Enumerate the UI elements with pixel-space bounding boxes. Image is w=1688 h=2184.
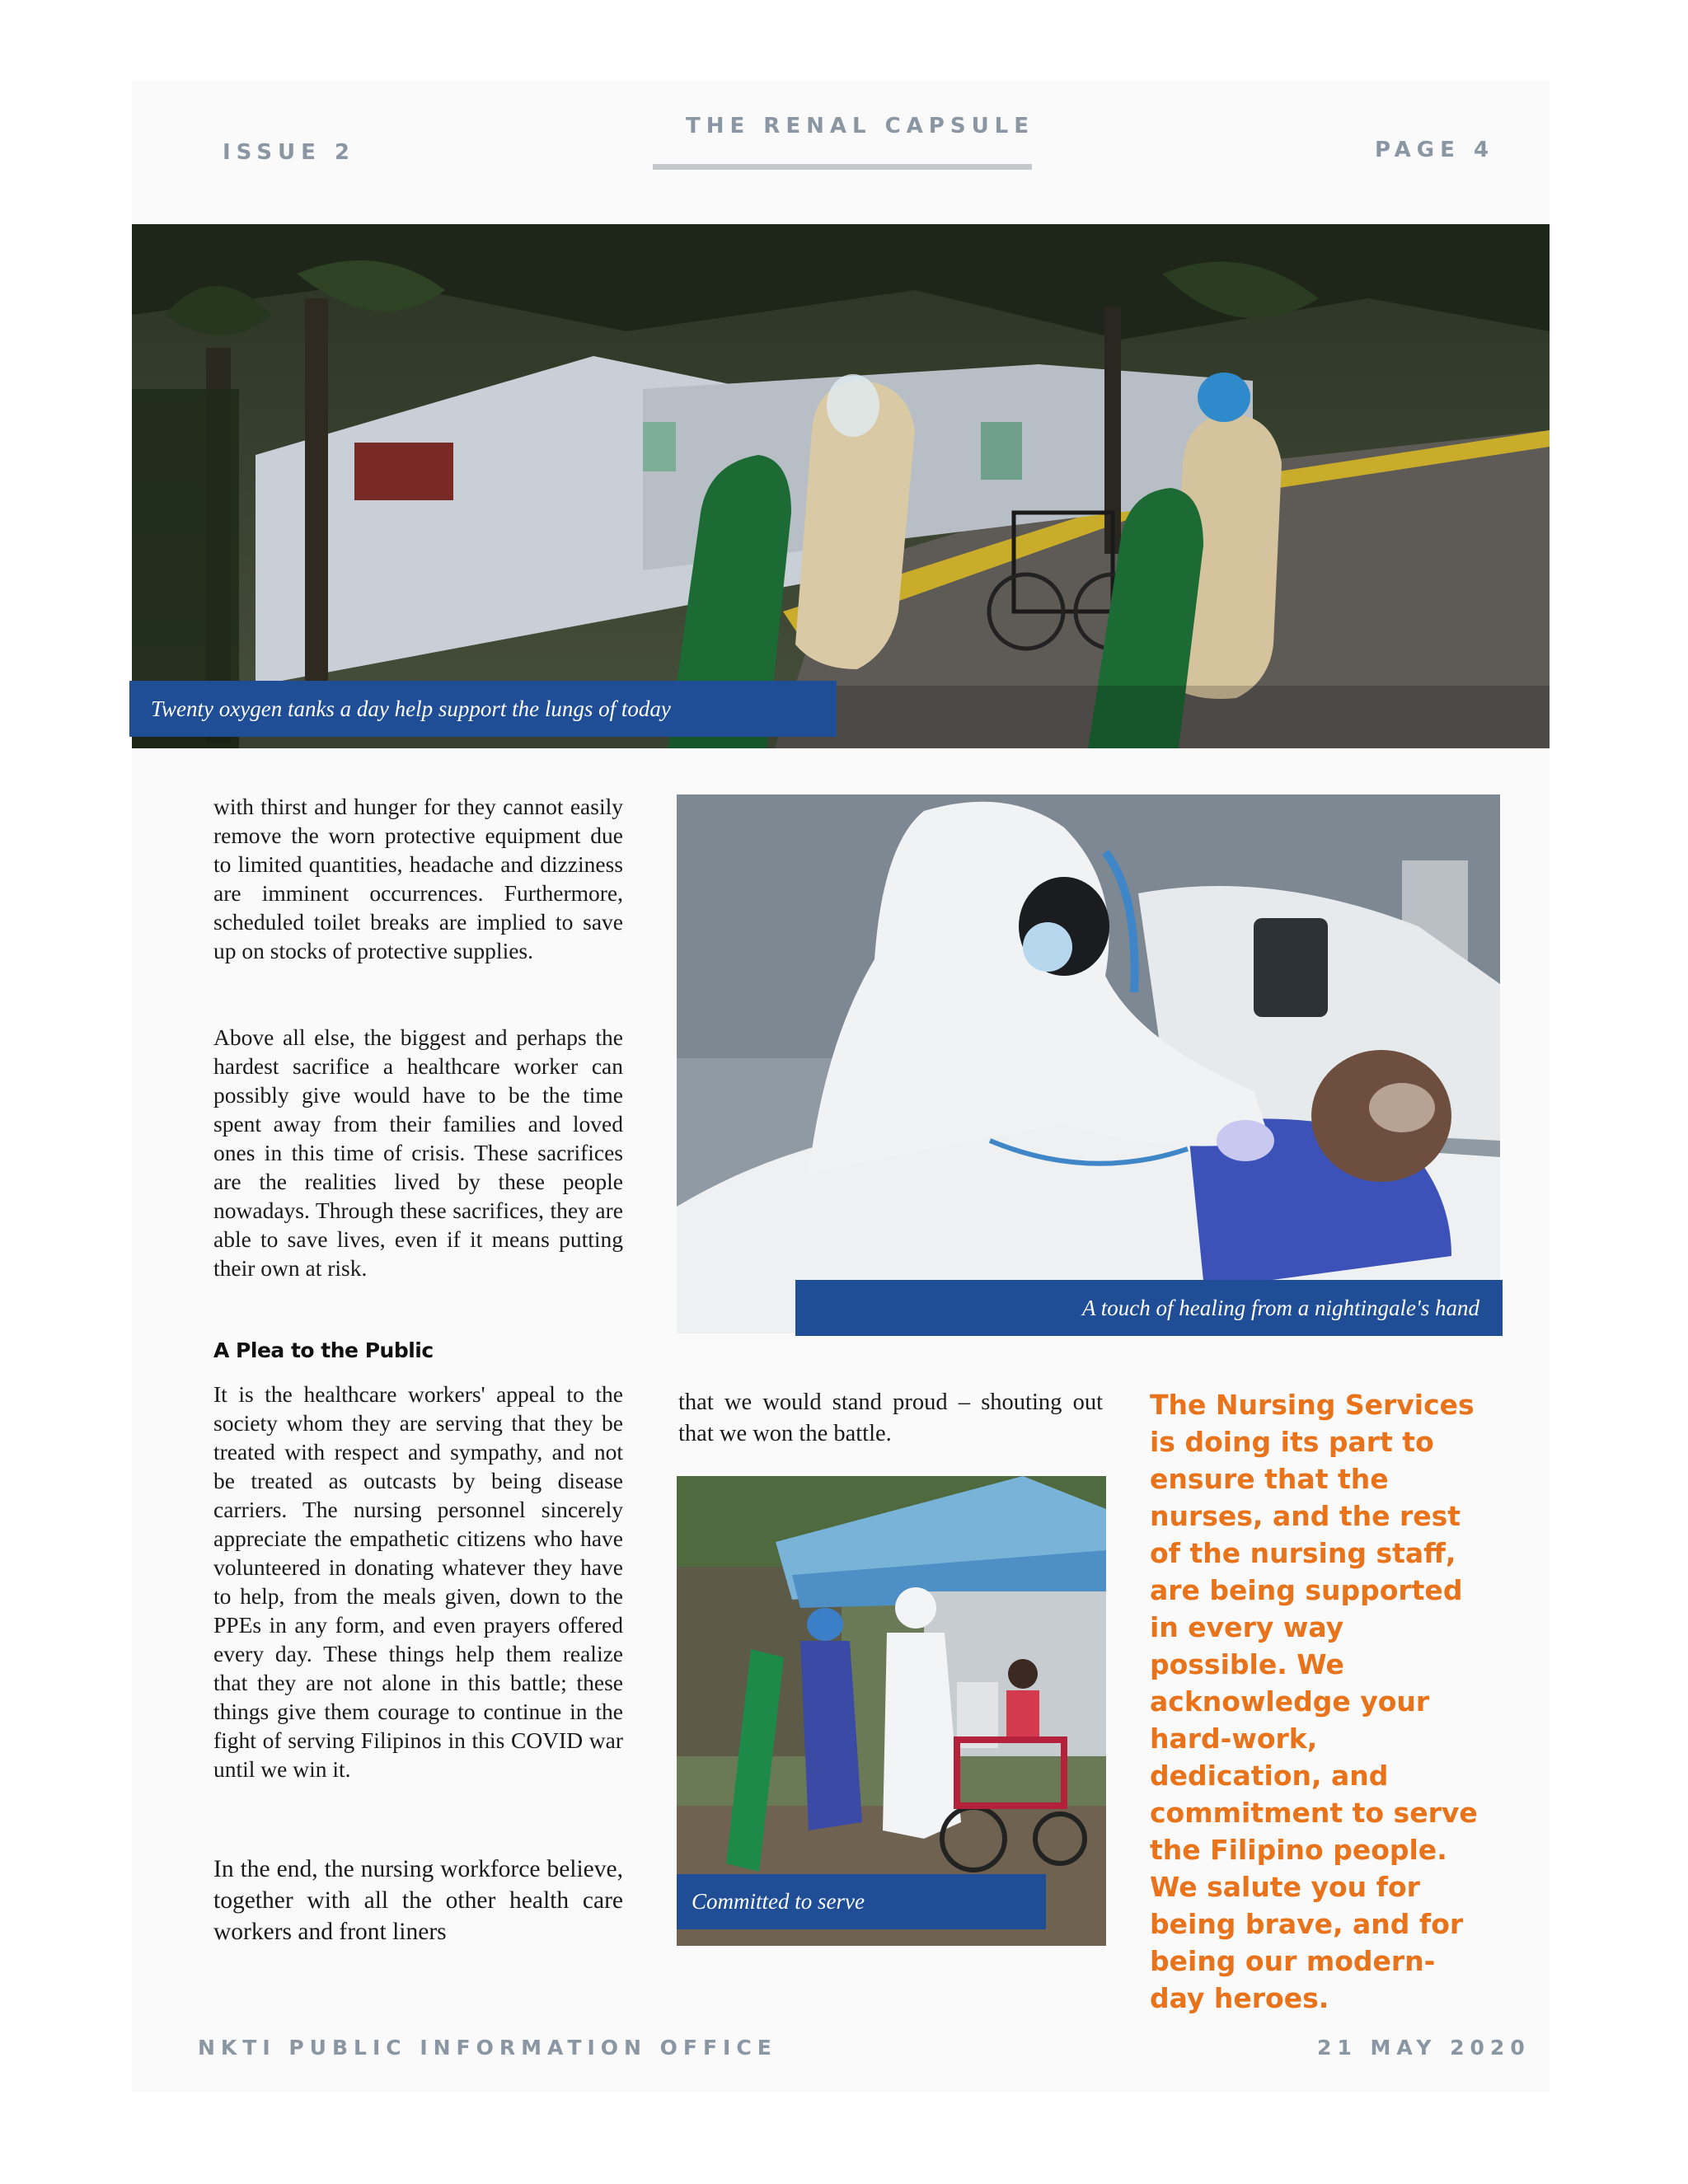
top-photo-caption (129, 681, 837, 737)
middle-photo (677, 794, 1500, 1333)
callout-text: The Nursing Services is doing its part to ensure that the nurses, and the rest of the nursing staff, are being supported in every way possible. We acknowledge your hard-work, dedication, and commitment to serve the Filipino people. We salute you for being brave, and for being our modern-day heroes. (1150, 1389, 1478, 2014)
footer-office: NKTI PUBLIC INFORMATION OFFICE (198, 2036, 777, 2060)
page-number: PAGE 4 (1375, 138, 1495, 162)
article-paragraph-4: In the end, the nursing workforce believe, together with all the other health care workers and front liners (213, 1856, 623, 1945)
oxygen-tanks-photo-illustration (132, 224, 1550, 748)
section-subhead: A Plea to the Public (213, 1338, 434, 1362)
article-paragraph-5: that we would stand proud – shouting out that we won the battle. (678, 1390, 1103, 1446)
issue-label: ISSUE 2 (223, 140, 355, 165)
article-paragraph-1: with thirst and hunger for they cannot easily remove the worn protective equipment due to limited quantities, headache and dizziness are imminent occurrences. Furthermore, scheduled toilet breaks are implied to save up on stocks of protective supplies. (213, 794, 623, 963)
middle-caption-text: A touch of healing from a nightingale's hand (1081, 1295, 1479, 1320)
top-photo (132, 224, 1550, 748)
bottom-photo-caption (677, 1874, 1046, 1929)
article-paragraph-2: Above all else, the biggest and perhaps the hardest sacrifice a healthcare worker can possibly give would have to be the time spent away from their families and loved ones in this time of crisis. These sacrifices are the realities lived by these people nowadays. Through these sacrifices, they are able to save lives, even if it means putting their own at risk. (213, 1024, 623, 1281)
masthead-rule (653, 164, 1032, 170)
bottom-caption-text: Committed to serve (692, 1889, 865, 1914)
top-caption-text: Twenty oxygen tanks a day help support the lungs of today (151, 696, 671, 721)
article-paragraph-3: It is the healthcare workers' appeal to the society whom they are serving that they be treated with respect and sympathy, and not be treated as outcasts by being disease carriers. The nursing personnel sincerely appreciate the empathetic citizens who have volunteered in donating whatever they have to help, from the meals given, down to the PPEs in any form, and even prayers offered every day. These things help them realize that they are not alone in this battle; these things give them courage to continue in the fight of serving Filipinos in this COVID war until we win it. (213, 1381, 623, 1782)
nurse-patient-photo-illustration (677, 794, 1500, 1333)
masthead-title: THE RENAL CAPSULE (686, 114, 1035, 138)
middle-photo-caption (795, 1280, 1503, 1336)
footer-date: 21 MAY 2020 (1317, 2036, 1531, 2060)
